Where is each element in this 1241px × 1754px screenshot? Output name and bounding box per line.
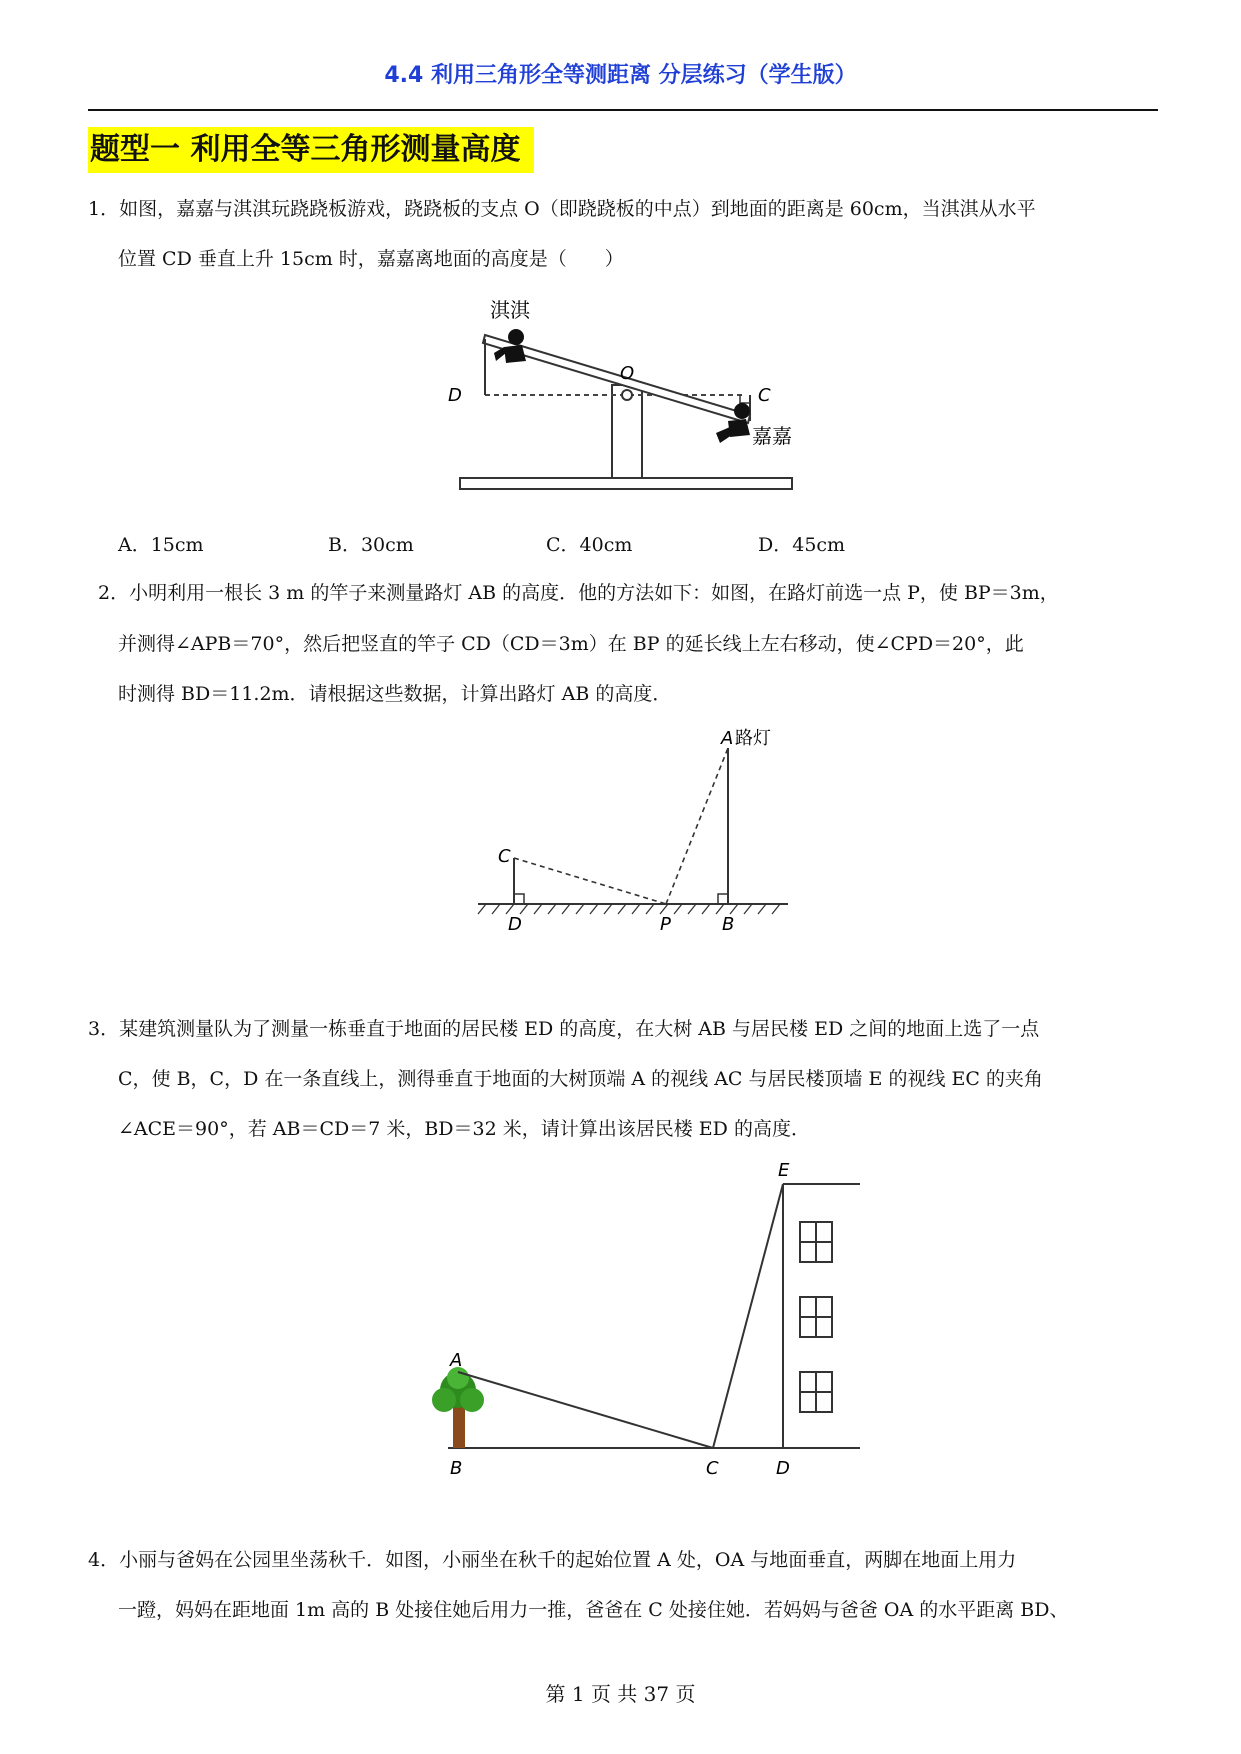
- q1-line-2: 位置 CD 垂直上升 15cm 时，嘉嘉离地面的高度是（ ）: [118, 248, 624, 270]
- point-a: A: [450, 1350, 463, 1371]
- q4-line-2: 一蹬，妈妈在距地面 1m 高的 B 处接住她后用力一推，爸爸在 C 处接住她．若妈妈与爸爸 OA 的水平距离 BD、: [118, 1599, 1069, 1621]
- q2-line-1: 2．小明利用一根长 3 m 的竿子来测量路灯 AB 的高度．他的方法如下：如图，在路灯前选一点 P，使 BP＝3m，: [98, 582, 1059, 604]
- document-title: 4.4 利用三角形全等测距离 分层练习（学生版）: [384, 63, 857, 88]
- point-e: E: [778, 1160, 790, 1181]
- point-o: O: [620, 363, 635, 384]
- point-c: C: [758, 385, 771, 406]
- point-c: C: [498, 846, 511, 867]
- page-footer: 第 1 页 共 37 页: [545, 1682, 696, 1706]
- point-p: P: [660, 914, 671, 935]
- q3-line-2: C，使 B，C，D 在一条直线上，测得垂直于地面的大树顶端 A 的视线 AC 与居民楼顶墙 E 的视线 EC 的夹角: [118, 1068, 1043, 1090]
- section-heading: 题型一 利用全等三角形测量高度: [88, 127, 534, 173]
- point-b: B: [450, 1458, 463, 1477]
- point-c: C: [706, 1458, 719, 1477]
- point-a: A: [721, 728, 734, 749]
- q1-line-1: 1．如图，嘉嘉与淇淇玩跷跷板游戏，跷跷板的支点 O（即跷跷板的中点）到地面的距离是 60cm，当淇淇从水平: [88, 198, 1036, 220]
- point-d: D: [508, 914, 522, 935]
- point-b: B: [722, 914, 735, 935]
- label-qiqi: 淇淇: [490, 298, 530, 322]
- building-figure: [410, 1152, 870, 1477]
- q1-option-c: C．40cm: [546, 534, 633, 556]
- point-d: D: [776, 1458, 790, 1477]
- q2-line-2: 并测得∠APB＝70°，然后把竖直的竿子 CD（CD＝3m）在 BP 的延长线上左右移动，使∠CPD＝20°，此: [118, 633, 1024, 655]
- q4-line-1: 4．小丽与爸妈在公园里坐荡秋千．如图，小丽坐在秋千的起始位置 A 处，OA 与地面垂直，两脚在地面上用力: [88, 1549, 1017, 1571]
- q3-line-1: 3．某建筑测量队为了测量一栋垂直于地面的居民楼 ED 的高度，在大树 AB 与居民楼 ED 之间的地面上选了一点: [88, 1018, 1040, 1040]
- q1-option-b: B．30cm: [328, 534, 414, 556]
- streetlamp-figure: [470, 718, 800, 940]
- q1-option-d: D．45cm: [758, 534, 846, 556]
- seesaw-figure: [440, 295, 800, 505]
- q2-line-3: 时测得 BD＝11.2m．请根据这些数据，计算出路灯 AB 的高度．: [118, 683, 672, 705]
- q1-option-a: A．15cm: [118, 534, 204, 556]
- label-jiajia: 嘉嘉: [752, 424, 792, 448]
- header-divider: [88, 109, 1158, 111]
- point-d: D: [448, 385, 462, 406]
- label-lamp: 路灯: [735, 728, 771, 749]
- q3-line-3: ∠ACE＝90°，若 AB＝CD＝7 米，BD＝32 米，请计算出该居民楼 ED 的高度．: [118, 1118, 810, 1140]
